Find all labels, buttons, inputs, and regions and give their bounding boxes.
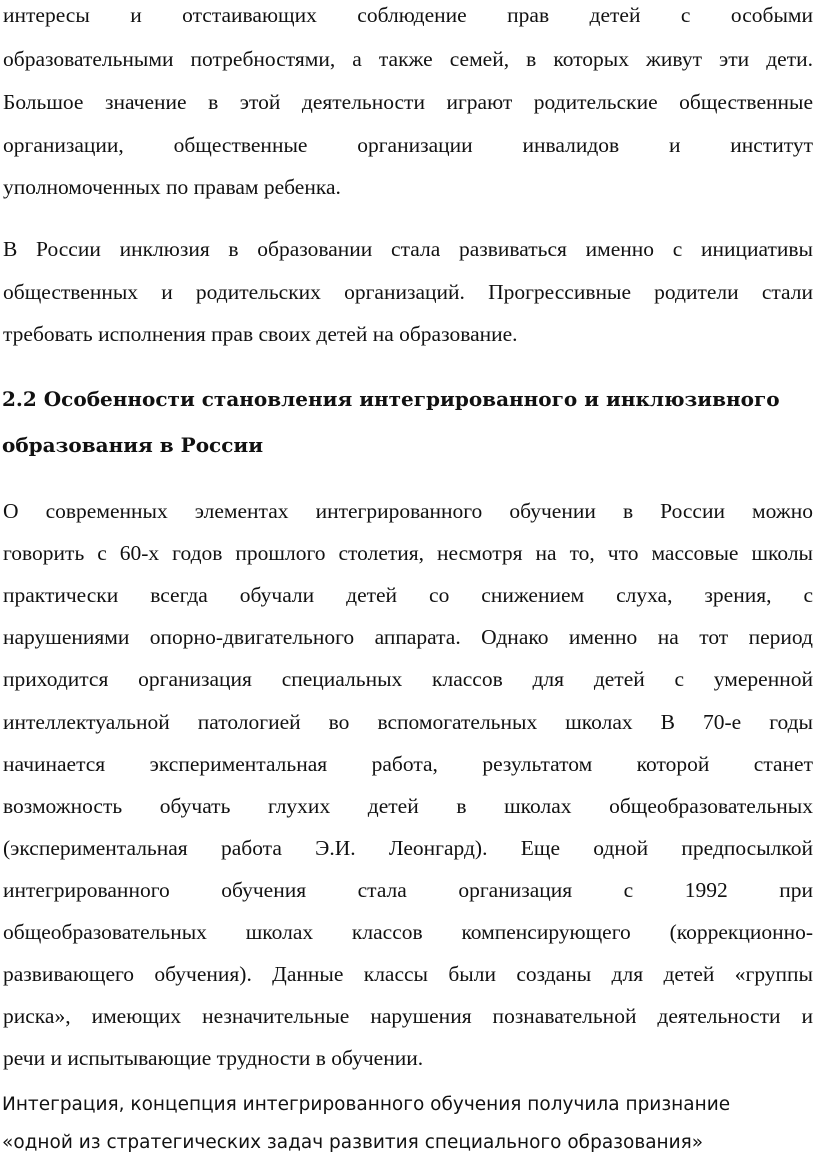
text-line: интеллектуальной патологией во вспомогательных школах В 70-е годы [3, 710, 813, 734]
text-line: приходится организация специальных классов для детей с умеренной [3, 667, 813, 691]
text-line: общественных и родительских организаций. Прогрессивные родители стали [3, 280, 813, 304]
text-line: говорить с 60-х годов прошлого столетия, несмотря на то, что массовые школы [3, 541, 813, 565]
text-line: практически всегда обучали детей со снижением слуха, зрения, с [3, 583, 813, 607]
text-line: организации, общественные организации инвалидов и институт [3, 133, 813, 157]
text-line: интегрированного обучения стала организация с 1992 при [3, 878, 813, 902]
text-line: Большое значение в этой деятельности играют родительские общественные [3, 90, 813, 114]
text-line: (экспериментальная работа Э.И. Леонгард). Еще одной предпосылкой [3, 836, 813, 860]
heading-line: 2.2 Особенности становления интегрированного и инклюзивного [2, 387, 780, 411]
heading-line: образования в России [2, 433, 264, 457]
text-line: образовательными потребностями, а также семей, в которых живут эти дети. [3, 47, 813, 71]
text-line: нарушениями опорно-двигательного аппарата. Однако именно на тот период [3, 625, 813, 649]
text-line: интересы и отстаивающих соблюдение прав детей с особыми [3, 3, 813, 27]
text-line: уполномоченных по правам ребенка. [3, 175, 341, 199]
text-line: начинается экспериментальная работа, результатом которой станет [3, 752, 813, 776]
text-line: «одной из стратегических задач развития специального образования» [2, 1132, 704, 1153]
text-line: развивающего обучения). Данные классы были созданы для детей «группы [3, 962, 813, 986]
text-line: требовать исполнения прав своих детей на образование. [3, 322, 518, 346]
text-line: речи и испытывающие трудности в обучении. [3, 1046, 424, 1070]
text-line: возможность обучать глухих детей в школах общеобразовательных [3, 794, 813, 818]
text-line: общеобразовательных школах классов компенсирующего (коррекционно- [3, 920, 813, 944]
text-line: В России инклюзия в образовании стала развиваться именно с инициативы [3, 237, 813, 261]
text-line: риска», имеющих незначительные нарушения познавательной деятельности и [3, 1004, 813, 1028]
text-line: Интеграция, концепция интегрированного обучения получила признание [2, 1094, 731, 1115]
text-line: О современных элементах интегрированного обучении в России можно [3, 499, 813, 523]
